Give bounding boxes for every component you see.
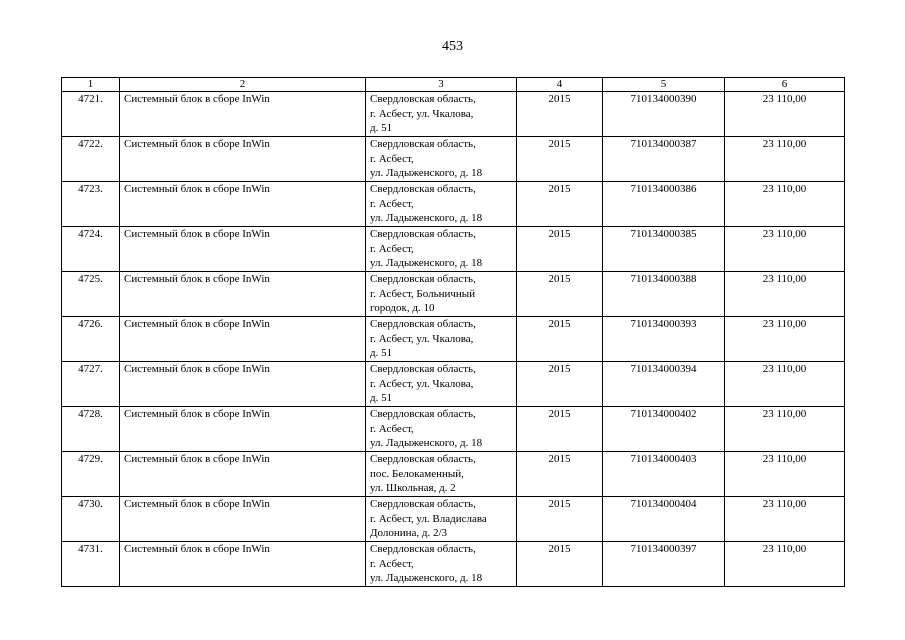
inventory-number: 710134000387	[603, 137, 725, 182]
item-cost: 23 110,00	[725, 452, 845, 497]
table-row	[62, 137, 845, 182]
address-line: д. 51	[370, 347, 393, 359]
item-name: Системный блок в сборе InWin	[120, 272, 366, 317]
column-header: 6	[725, 78, 845, 92]
inventory-number: 710134000388	[603, 272, 725, 317]
item-cost: 23 110,00	[725, 497, 845, 542]
item-address	[366, 272, 517, 317]
item-cost: 23 110,00	[725, 92, 845, 137]
item-name: Системный блок в сборе InWin	[120, 137, 366, 182]
item-year: 2015	[517, 497, 603, 542]
address-line: г. Асбест, ул. Чкалова,	[370, 332, 474, 345]
item-address	[366, 542, 517, 587]
inventory-number: 710134000397	[603, 542, 725, 587]
address-line: ул. Ладыженского, д. 18	[370, 437, 483, 449]
item-name: Системный блок в сборе InWin	[120, 497, 366, 542]
row-number: 4724.	[62, 227, 120, 272]
address-line: г. Асбест,	[370, 557, 414, 570]
item-year: 2015	[517, 452, 603, 497]
property-registry-table	[61, 77, 845, 587]
column-header: 2	[120, 78, 366, 92]
address-line: Свердловская область,	[370, 498, 476, 510]
column-number-row	[62, 78, 845, 92]
address-line: Свердловская область,	[370, 543, 476, 555]
address-line: г. Асбест, ул. Чкалова,	[370, 377, 474, 390]
item-name: Системный блок в сборе InWin	[120, 452, 366, 497]
inventory-number: 710134000385	[603, 227, 725, 272]
address-line: Свердловская область,	[370, 138, 476, 150]
address-line: ул. Ладыженского, д. 18	[370, 257, 483, 269]
column-header: 4	[517, 78, 603, 92]
table-row	[62, 92, 845, 137]
address-line: Свердловская область,	[370, 93, 476, 105]
address-line: д. 51	[370, 122, 393, 134]
row-number: 4731.	[62, 542, 120, 587]
address-line: Свердловская область,	[370, 453, 476, 465]
address-line: г. Асбест, ул. Чкалова,	[370, 107, 474, 120]
address-line: г. Асбест, Больничный	[370, 287, 476, 300]
address-line: пос. Белокаменный,	[370, 467, 464, 480]
item-year: 2015	[517, 227, 603, 272]
table-row	[62, 497, 845, 542]
item-year: 2015	[517, 362, 603, 407]
item-name: Системный блок в сборе InWin	[120, 542, 366, 587]
item-year: 2015	[517, 542, 603, 587]
address-line: ул. Ладыженского, д. 18	[370, 212, 483, 224]
item-address	[366, 452, 517, 497]
row-number: 4721.	[62, 92, 120, 137]
column-header: 1	[62, 78, 120, 92]
item-name: Системный блок в сборе InWin	[120, 92, 366, 137]
item-year: 2015	[517, 272, 603, 317]
item-address	[366, 182, 517, 227]
inventory-number: 710134000393	[603, 317, 725, 362]
address-line: Свердловская область,	[370, 228, 476, 240]
inventory-number: 710134000390	[603, 92, 725, 137]
address-line: ул. Ладыженского, д. 18	[370, 572, 483, 584]
row-number: 4728.	[62, 407, 120, 452]
address-line: г. Асбест,	[370, 422, 414, 435]
address-line: Свердловская область,	[370, 408, 476, 420]
table-row	[62, 542, 845, 587]
item-cost: 23 110,00	[725, 137, 845, 182]
address-line: городок, д. 10	[370, 302, 435, 314]
item-name: Системный блок в сборе InWin	[120, 182, 366, 227]
row-number: 4723.	[62, 182, 120, 227]
table-row	[62, 407, 845, 452]
item-address	[366, 362, 517, 407]
item-name: Системный блок в сборе InWin	[120, 317, 366, 362]
item-cost: 23 110,00	[725, 362, 845, 407]
row-number: 4726.	[62, 317, 120, 362]
column-header: 3	[366, 78, 517, 92]
table-row	[62, 227, 845, 272]
item-address	[366, 407, 517, 452]
page-number: 453	[442, 39, 463, 54]
address-line: Свердловская область,	[370, 363, 476, 375]
item-address	[366, 227, 517, 272]
item-cost: 23 110,00	[725, 542, 845, 587]
table-row	[62, 182, 845, 227]
item-cost: 23 110,00	[725, 317, 845, 362]
item-cost: 23 110,00	[725, 182, 845, 227]
table-body	[62, 92, 845, 587]
item-cost: 23 110,00	[725, 407, 845, 452]
item-year: 2015	[517, 137, 603, 182]
address-line: Свердловская область,	[370, 183, 476, 195]
address-line: ул. Ладыженского, д. 18	[370, 167, 483, 179]
address-line: ул. Школьная, д. 2	[370, 482, 456, 494]
address-line: Свердловская область,	[370, 318, 476, 330]
inventory-number: 710134000403	[603, 452, 725, 497]
item-year: 2015	[517, 407, 603, 452]
inventory-number: 710134000402	[603, 407, 725, 452]
table-row	[62, 317, 845, 362]
inventory-number: 710134000394	[603, 362, 725, 407]
address-line: г. Асбест, ул. Владислава	[370, 512, 487, 525]
table-row	[62, 362, 845, 407]
column-header: 5	[603, 78, 725, 92]
item-cost: 23 110,00	[725, 227, 845, 272]
row-number: 4722.	[62, 137, 120, 182]
item-address	[366, 92, 517, 137]
inventory-number: 710134000386	[603, 182, 725, 227]
item-address	[366, 317, 517, 362]
address-line: г. Асбест,	[370, 197, 414, 210]
row-number: 4725.	[62, 272, 120, 317]
row-number: 4730.	[62, 497, 120, 542]
item-cost: 23 110,00	[725, 272, 845, 317]
row-number: 4727.	[62, 362, 120, 407]
address-line: д. 51	[370, 392, 393, 404]
item-year: 2015	[517, 92, 603, 137]
table-row	[62, 452, 845, 497]
item-name: Системный блок в сборе InWin	[120, 362, 366, 407]
item-name: Системный блок в сборе InWin	[120, 227, 366, 272]
row-number: 4729.	[62, 452, 120, 497]
item-address	[366, 497, 517, 542]
item-year: 2015	[517, 182, 603, 227]
item-year: 2015	[517, 317, 603, 362]
item-address	[366, 137, 517, 182]
item-name: Системный блок в сборе InWin	[120, 407, 366, 452]
address-line: г. Асбест,	[370, 242, 414, 255]
address-line: Долонина, д. 2/3	[370, 527, 448, 539]
inventory-number: 710134000404	[603, 497, 725, 542]
address-line: Свердловская область,	[370, 273, 476, 285]
address-line: г. Асбест,	[370, 152, 414, 165]
table-row	[62, 272, 845, 317]
